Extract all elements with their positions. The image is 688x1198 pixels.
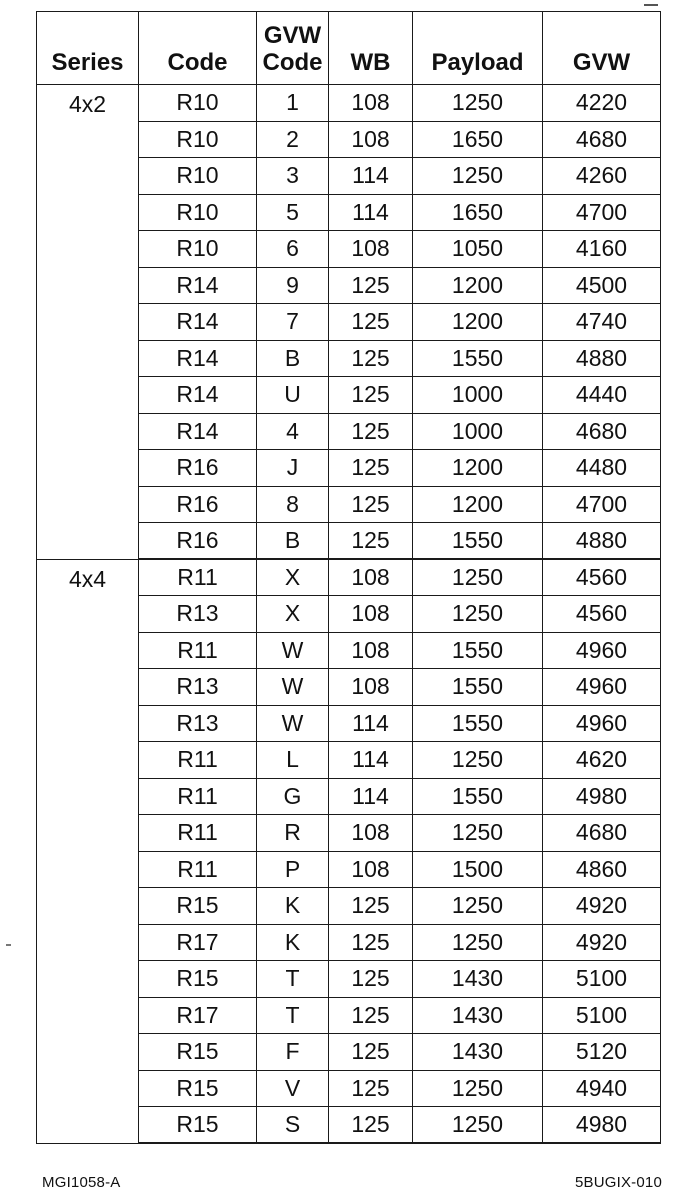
header-gvw-code-line1: GVW xyxy=(263,22,322,49)
cell-code: R10 xyxy=(139,231,257,268)
cell-wb: 108 xyxy=(329,815,413,852)
cell-gvw-code: T xyxy=(257,997,329,1034)
table-body xyxy=(37,85,661,1144)
cell-wb: 108 xyxy=(329,85,413,122)
cell-payload: 1430 xyxy=(413,997,543,1034)
cell-gvw-code: 1 xyxy=(257,85,329,122)
cell-gvw-code: 2 xyxy=(257,121,329,158)
cell-gvw-code: U xyxy=(257,377,329,414)
cell-gvw: 4960 xyxy=(543,705,661,742)
cell-wb: 125 xyxy=(329,1070,413,1107)
cell-code: R11 xyxy=(139,778,257,815)
cell-payload: 1000 xyxy=(413,413,543,450)
cell-wb: 108 xyxy=(329,632,413,669)
cell-code: R10 xyxy=(139,158,257,195)
cell-code: R14 xyxy=(139,267,257,304)
cell-gvw-code: 4 xyxy=(257,413,329,450)
cell-gvw: 5100 xyxy=(543,961,661,998)
cell-code: R14 xyxy=(139,377,257,414)
cell-wb: 114 xyxy=(329,778,413,815)
cell-code: R14 xyxy=(139,304,257,341)
cell-payload: 1250 xyxy=(413,888,543,925)
cell-payload: 1250 xyxy=(413,158,543,195)
cell-gvw: 4500 xyxy=(543,267,661,304)
cell-wb: 114 xyxy=(329,742,413,779)
cell-payload: 1200 xyxy=(413,267,543,304)
cell-gvw-code: 9 xyxy=(257,267,329,304)
cell-code: R13 xyxy=(139,596,257,633)
cell-gvw: 5120 xyxy=(543,1034,661,1071)
cell-gvw: 5100 xyxy=(543,997,661,1034)
cell-gvw-code: P xyxy=(257,851,329,888)
cell-wb: 125 xyxy=(329,486,413,523)
cell-gvw-code: L xyxy=(257,742,329,779)
cell-payload: 1200 xyxy=(413,450,543,487)
header-series: Series xyxy=(37,12,139,85)
cell-wb: 125 xyxy=(329,1107,413,1144)
cell-code: R10 xyxy=(139,85,257,122)
figure-code-right: 5BUGIX-010 xyxy=(574,1174,662,1191)
cell-wb: 125 xyxy=(329,304,413,341)
cell-payload: 1550 xyxy=(413,705,543,742)
table-header xyxy=(37,12,661,85)
cell-gvw: 4860 xyxy=(543,851,661,888)
cell-payload: 1430 xyxy=(413,961,543,998)
cell-payload: 1250 xyxy=(413,596,543,633)
cell-gvw-code: 5 xyxy=(257,194,329,231)
cell-gvw: 4700 xyxy=(543,194,661,231)
cell-code: R17 xyxy=(139,924,257,961)
cell-gvw: 4680 xyxy=(543,121,661,158)
cell-gvw: 4940 xyxy=(543,1070,661,1107)
cell-wb: 125 xyxy=(329,340,413,377)
cell-payload: 1250 xyxy=(413,815,543,852)
cell-gvw-code: 7 xyxy=(257,304,329,341)
cell-gvw: 4740 xyxy=(543,304,661,341)
cell-gvw: 4560 xyxy=(543,596,661,633)
scan-speck-top xyxy=(644,4,658,6)
cell-code: R15 xyxy=(139,1107,257,1144)
cell-series: 4x2 xyxy=(37,85,139,560)
cell-code: R15 xyxy=(139,888,257,925)
cell-code: R16 xyxy=(139,523,257,560)
cell-gvw: 4680 xyxy=(543,413,661,450)
cell-gvw: 4160 xyxy=(543,231,661,268)
cell-gvw-code: K xyxy=(257,888,329,925)
header-gvw-code-line2: Code xyxy=(262,49,323,76)
cell-gvw-code: W xyxy=(257,705,329,742)
cell-gvw-code: G xyxy=(257,778,329,815)
header-row xyxy=(37,12,661,85)
cell-payload: 1250 xyxy=(413,924,543,961)
cell-gvw: 4920 xyxy=(543,888,661,925)
cell-wb: 125 xyxy=(329,523,413,560)
cell-wb: 125 xyxy=(329,888,413,925)
table-row xyxy=(37,559,661,596)
table-row xyxy=(37,85,661,122)
cell-gvw-code: X xyxy=(257,596,329,633)
header-payload: Payload xyxy=(413,12,543,85)
figure-code-left: MGI1058-A xyxy=(42,1174,121,1191)
cell-code: R11 xyxy=(139,851,257,888)
cell-wb: 125 xyxy=(329,997,413,1034)
cell-payload: 1650 xyxy=(413,121,543,158)
cell-gvw: 4620 xyxy=(543,742,661,779)
cell-wb: 108 xyxy=(329,559,413,596)
cell-code: R11 xyxy=(139,632,257,669)
header-gvw: GVW xyxy=(543,12,661,85)
cell-wb: 125 xyxy=(329,413,413,450)
cell-gvw: 4880 xyxy=(543,340,661,377)
cell-payload: 1050 xyxy=(413,231,543,268)
cell-payload: 1550 xyxy=(413,669,543,706)
cell-gvw-code: X xyxy=(257,559,329,596)
cell-gvw-code: R xyxy=(257,815,329,852)
cell-gvw-code: V xyxy=(257,1070,329,1107)
cell-payload: 1200 xyxy=(413,486,543,523)
cell-wb: 125 xyxy=(329,377,413,414)
cell-code: R11 xyxy=(139,742,257,779)
vehicle-spec-table xyxy=(36,11,661,1144)
cell-code: R15 xyxy=(139,1034,257,1071)
cell-gvw: 4920 xyxy=(543,924,661,961)
cell-gvw: 4880 xyxy=(543,523,661,560)
cell-payload: 1500 xyxy=(413,851,543,888)
cell-wb: 125 xyxy=(329,450,413,487)
cell-gvw-code: F xyxy=(257,1034,329,1071)
cell-code: R16 xyxy=(139,450,257,487)
cell-wb: 114 xyxy=(329,194,413,231)
header-wb: WB xyxy=(329,12,413,85)
cell-gvw: 4260 xyxy=(543,158,661,195)
cell-gvw-code: B xyxy=(257,340,329,377)
cell-code: R11 xyxy=(139,815,257,852)
cell-payload: 1250 xyxy=(413,1070,543,1107)
cell-payload: 1200 xyxy=(413,304,543,341)
cell-gvw: 4440 xyxy=(543,377,661,414)
cell-gvw-code: B xyxy=(257,523,329,560)
cell-wb: 108 xyxy=(329,851,413,888)
cell-wb: 114 xyxy=(329,705,413,742)
cell-wb: 125 xyxy=(329,924,413,961)
cell-payload: 1550 xyxy=(413,523,543,560)
cell-payload: 1650 xyxy=(413,194,543,231)
cell-payload: 1250 xyxy=(413,85,543,122)
cell-code: R13 xyxy=(139,705,257,742)
cell-wb: 108 xyxy=(329,669,413,706)
cell-code: R15 xyxy=(139,961,257,998)
cell-wb: 108 xyxy=(329,231,413,268)
header-code: Code xyxy=(139,12,257,85)
cell-gvw: 4980 xyxy=(543,778,661,815)
cell-gvw-code: S xyxy=(257,1107,329,1144)
cell-gvw-code: J xyxy=(257,450,329,487)
cell-wb: 125 xyxy=(329,267,413,304)
cell-code: R15 xyxy=(139,1070,257,1107)
cell-gvw: 4560 xyxy=(543,559,661,596)
cell-series: 4x4 xyxy=(37,559,139,1143)
cell-payload: 1550 xyxy=(413,632,543,669)
cell-gvw-code: T xyxy=(257,961,329,998)
cell-gvw-code: K xyxy=(257,924,329,961)
cell-code: R11 xyxy=(139,559,257,596)
cell-gvw: 4960 xyxy=(543,669,661,706)
cell-wb: 125 xyxy=(329,1034,413,1071)
cell-gvw: 4480 xyxy=(543,450,661,487)
cell-code: R14 xyxy=(139,413,257,450)
cell-wb: 108 xyxy=(329,121,413,158)
cell-gvw-code: 6 xyxy=(257,231,329,268)
cell-payload: 1430 xyxy=(413,1034,543,1071)
cell-gvw: 4700 xyxy=(543,486,661,523)
cell-code: R13 xyxy=(139,669,257,706)
cell-gvw-code: W xyxy=(257,632,329,669)
cell-wb: 108 xyxy=(329,596,413,633)
cell-payload: 1250 xyxy=(413,1107,543,1144)
cell-code: R14 xyxy=(139,340,257,377)
header-gvw-code xyxy=(257,12,329,85)
cell-gvw-code: 8 xyxy=(257,486,329,523)
cell-gvw: 4220 xyxy=(543,85,661,122)
cell-gvw: 4960 xyxy=(543,632,661,669)
cell-gvw-code: W xyxy=(257,669,329,706)
cell-payload: 1550 xyxy=(413,340,543,377)
cell-gvw-code: 3 xyxy=(257,158,329,195)
cell-code: R17 xyxy=(139,997,257,1034)
cell-code: R16 xyxy=(139,486,257,523)
cell-payload: 1250 xyxy=(413,559,543,596)
cell-wb: 125 xyxy=(329,961,413,998)
cell-payload: 1550 xyxy=(413,778,543,815)
cell-gvw: 4980 xyxy=(543,1107,661,1144)
scan-speck-left xyxy=(6,944,11,946)
cell-wb: 114 xyxy=(329,158,413,195)
cell-code: R10 xyxy=(139,121,257,158)
cell-payload: 1250 xyxy=(413,742,543,779)
cell-gvw: 4680 xyxy=(543,815,661,852)
cell-code: R10 xyxy=(139,194,257,231)
cell-payload: 1000 xyxy=(413,377,543,414)
